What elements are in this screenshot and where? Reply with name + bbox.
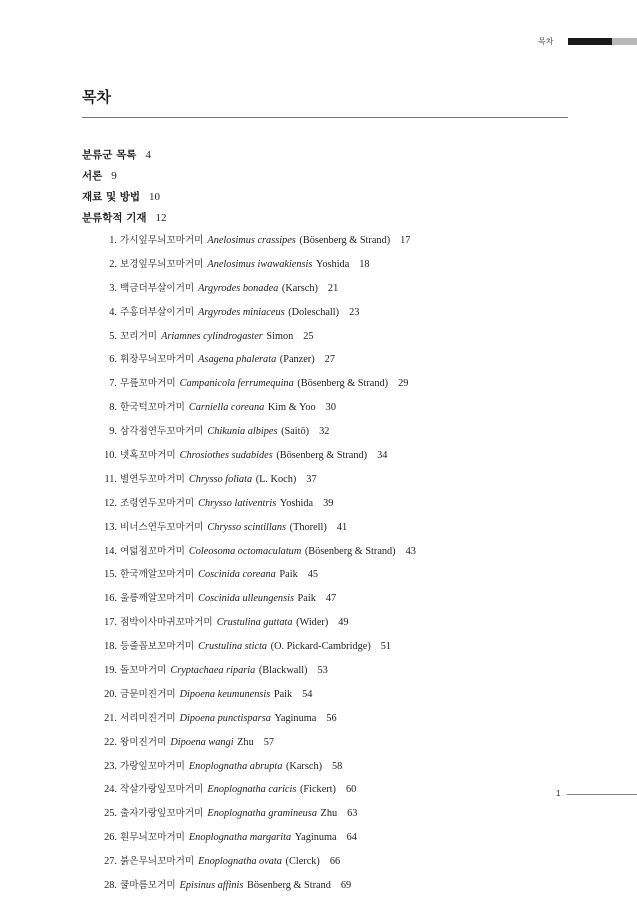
entry-number: 3. [109,282,117,294]
entry-korean-name: 한국깨알꼬마거미 [120,569,195,581]
entry-korean-name: 금문미진거미 [120,688,176,700]
entry-page: 39 [323,497,334,509]
entry-korean-name: 출자가랑잎꼬마거미 [120,808,204,820]
entry-korean-name: 무릎꼬마거미 [120,378,176,390]
toc-section-title: 분류군 목록 [82,149,137,161]
toc-entry[interactable] [82,802,582,826]
entry-author: Yaginuma [294,832,337,844]
toc-section[interactable] [82,208,582,229]
toc-entry[interactable] [82,850,582,874]
entry-scientific-name: Dipoena punctisparsa [179,712,271,724]
entry-scientific-name: Enoplognatha gramineusa [207,808,317,820]
toc-entry[interactable] [82,372,582,396]
entry-author: (Wider) [296,617,329,629]
title-divider [82,117,568,118]
entry-author: (Karsch) [286,760,323,772]
entry-number: 17. [104,617,117,629]
entry-author: (O. Pickard-Cambridge) [270,641,371,653]
entry-author: Yoshida [315,258,350,270]
running-header-label: 목차 [538,37,554,46]
entry-page: 57 [263,736,275,748]
entry-author: (Fickert) [299,784,336,796]
entry-scientific-name: Anelosimus crassipes [207,235,296,246]
entry-scientific-name: Enoplognatha abrupta [188,760,283,772]
entry-korean-name: 보경잎무늬꼬마거미 [120,258,204,270]
entry-korean-name: 등줄꼽보꼬마거미 [120,641,195,653]
entry-scientific-name: Coscinida ulleungensis [198,593,294,605]
entry-number: 9. [109,426,117,438]
entry-page: 63 [347,808,358,820]
entry-number: 8. [109,402,117,414]
toc-section-page: 9 [111,170,117,182]
entry-page: 69 [340,880,352,892]
entry-korean-name: 쿨마름모거미 [120,880,176,892]
toc-section-page: 4 [145,149,151,161]
entry-scientific-name: Enoplognatha ovata [198,856,282,868]
entry-page: 30 [325,402,336,414]
entry-korean-name: 한국턱꼬마거미 [120,402,185,414]
toc-entry[interactable] [82,540,582,564]
toc-entry[interactable] [82,229,582,253]
page-title: 목차 [82,88,111,106]
entry-number: 5. [109,330,117,342]
toc-entry[interactable] [82,444,582,468]
entry-number: 13. [104,521,117,533]
toc-entry[interactable] [82,611,582,635]
toc-entry[interactable] [82,253,582,277]
page-number: 1 [556,789,561,798]
toc-entry[interactable] [82,396,582,420]
entry-number: 11. [104,473,117,485]
entry-page: 29 [398,378,409,390]
entry-page: 66 [329,856,341,868]
entry-scientific-name: Chrysso foliata [188,473,253,485]
entry-scientific-name: Coleosoma octomaculatum [188,545,302,557]
entry-number: 7. [109,378,117,390]
entry-page: 51 [380,641,392,653]
entry-number: 2. [109,258,117,270]
entry-page: 49 [338,617,349,629]
entry-number: 12. [104,497,117,509]
entry-page: 32 [319,426,330,438]
toc-entry[interactable] [82,755,582,779]
entry-korean-name: 꼬리거미 [120,330,158,342]
entry-author: Yaginuma [274,712,317,724]
entry-author: (Blackwall) [258,665,308,677]
entry-scientific-name: Episinus affinis [179,880,244,892]
entry-page: 21 [327,282,339,294]
entry-scientific-name: Chrysso scintillans [207,521,287,533]
entry-author: (Bösenberg & Strand) [299,235,391,246]
toc-section-page: 12 [155,212,167,224]
entry-number: 21. [104,712,117,724]
entry-scientific-name: Chrosiothes sudabides [179,450,273,462]
toc-entry[interactable] [82,492,582,516]
toc-entry[interactable] [82,635,582,659]
entry-page: 56 [326,712,337,724]
entry-korean-name: 비너스연두꼬마거미 [120,521,204,533]
entry-page: 41 [336,521,348,533]
entry-author: Paik [279,569,298,581]
toc-entry[interactable] [82,277,582,301]
toc-section-page: 10 [149,191,161,203]
entry-scientific-name: Campanicola ferrumequina [179,378,294,390]
entry-page: 53 [317,665,328,677]
toc-section[interactable] [82,145,582,166]
entry-korean-name: 왕미진거미 [120,736,167,748]
entry-page: 60 [345,784,357,796]
entry-page: 18 [359,258,370,270]
entry-page: 37 [306,473,317,485]
entry-number: 4. [109,306,117,318]
entry-number: 20. [104,688,117,700]
table-of-contents [82,145,582,898]
entry-number: 26. [104,832,117,844]
toc-entry[interactable] [82,516,582,540]
entry-number: 22. [104,736,117,748]
entry-author: (Doleschall) [288,306,340,318]
entry-korean-name: 흰무늬꼬마거미 [120,832,185,844]
toc-entry[interactable] [82,587,582,611]
entry-page: 54 [302,688,313,700]
header-bar-dark [568,38,612,45]
entry-author: (Panzer) [279,354,315,366]
entry-author: Zhu [237,736,254,748]
entry-author: Simon [266,330,294,342]
toc-entry[interactable] [82,683,582,707]
entry-scientific-name: Dipoena wangi [170,736,234,748]
entry-scientific-name: Ariamnes cylindrogaster [161,330,263,342]
entry-author: Paik [273,688,293,700]
entry-scientific-name: Chrysso lativentris [198,497,277,509]
toc-entry[interactable] [82,707,582,731]
entry-scientific-name: Cryptachaea riparia [170,665,256,677]
toc-section-title: 분류학적 기재 [82,212,147,224]
toc-section[interactable] [82,166,582,187]
entry-korean-name: 울릉깨알꼬마거미 [120,593,195,605]
entry-korean-name: 별연두꼬마거미 [120,473,185,485]
entry-page: 25 [303,330,314,342]
entry-number: 16. [104,593,117,605]
entry-page: 27 [324,354,335,366]
entry-author: Yoshida [279,497,314,509]
entry-scientific-name: Dipoena keumunensis [179,688,271,700]
toc-entry[interactable] [82,301,582,325]
entry-korean-name: 붉은무늬꼬마거미 [120,856,195,868]
entry-number: 1. [109,235,117,246]
entry-korean-name: 여덟점꼬마거미 [120,545,185,557]
entry-korean-name: 돌꼬마거미 [120,665,167,677]
entry-author: (Thorell) [289,521,327,533]
entry-scientific-name: Enoplognatha margarita [188,832,292,844]
toc-entry[interactable] [82,731,582,755]
entry-author: Paik [297,593,316,605]
entry-number: 24. [104,784,117,796]
entry-number: 19. [104,665,117,677]
entry-number: 18. [104,641,117,653]
entry-page: 45 [307,569,319,581]
entry-number: 15. [104,569,117,581]
entry-scientific-name: Asagena phalerata [198,354,277,366]
entry-number: 28. [104,880,117,892]
entry-number: 10. [104,450,117,462]
entry-number: 25. [104,808,117,820]
entry-page: 58 [332,760,343,772]
entry-page: 47 [325,593,337,605]
toc-entry[interactable] [82,874,582,898]
entry-page: 64 [346,832,357,844]
entry-author: (L. Koch) [255,473,297,485]
entry-author: (Bösenberg & Strand) [297,378,389,390]
toc-entry[interactable] [82,420,582,444]
entry-scientific-name: Argyrodes miniaceus [198,306,285,318]
toc-entries [82,229,582,898]
entry-korean-name: 서리미진거미 [120,712,176,724]
entry-number: 14. [104,545,117,557]
entry-author: (Clerck) [285,856,320,868]
entry-page: 34 [377,450,388,462]
header-bar-light [612,38,637,45]
entry-author: (Bösenberg & Strand) [276,450,368,462]
toc-entry[interactable] [82,659,582,683]
toc-section-title: 재료 및 방법 [82,191,141,203]
entry-author: Kim & Yoo [267,402,316,414]
entry-author: Zhu [320,808,338,820]
toc-entry[interactable] [82,468,582,492]
entry-scientific-name: Coscinida coreana [198,569,276,581]
entry-page: 17 [400,235,411,246]
entry-korean-name: 백금더부살이거미 [120,282,195,294]
entry-korean-name: 점박이사마귀꼬마거미 [120,617,213,629]
entry-page: 43 [405,545,416,557]
entry-author: (Saitō) [281,426,310,438]
entry-scientific-name: Anelosimus iwawakiensis [207,258,313,270]
entry-korean-name: 넷혹꼬마거미 [120,450,176,462]
entry-scientific-name: Argyrodes bonadea [198,282,279,294]
entry-number: 6. [109,354,117,366]
entry-number: 23. [104,760,117,772]
toc-entry[interactable] [82,325,582,349]
entry-korean-name: 가랑잎꼬마거미 [120,760,185,772]
entry-korean-name: 가시잎무늬꼬마거미 [120,235,204,246]
entry-scientific-name: Crustulina guttata [216,617,293,629]
entry-korean-name: 주홍더부살이거미 [120,306,195,318]
entry-korean-name: 조령연두꼬마거미 [120,497,195,509]
entry-scientific-name: Enoplognatha caricis [207,784,297,796]
toc-section[interactable] [82,187,582,208]
entry-author: (Bösenberg & Strand) [304,545,396,557]
toc-entry[interactable] [82,563,582,587]
toc-section-title: 서론 [82,170,103,182]
entry-number: 27. [104,856,117,868]
entry-scientific-name: Chikunia albipes [207,426,278,438]
toc-entry[interactable] [82,348,582,372]
entry-page: 23 [349,306,360,318]
entry-author: (Karsch) [281,282,318,294]
entry-author: Bösenberg & Strand [246,880,331,892]
footer-divider [567,794,637,795]
entry-scientific-name: Carniella coreana [188,402,265,414]
entry-korean-name: 작살가랑잎꼬마거미 [120,784,204,796]
entry-korean-name: 삼각점연두꼬마거미 [120,426,204,438]
entry-scientific-name: Crustulina sticta [198,641,268,653]
toc-sections [82,145,582,229]
toc-entry[interactable] [82,778,582,802]
entry-korean-name: 휘장무늬꼬마거미 [120,354,195,366]
